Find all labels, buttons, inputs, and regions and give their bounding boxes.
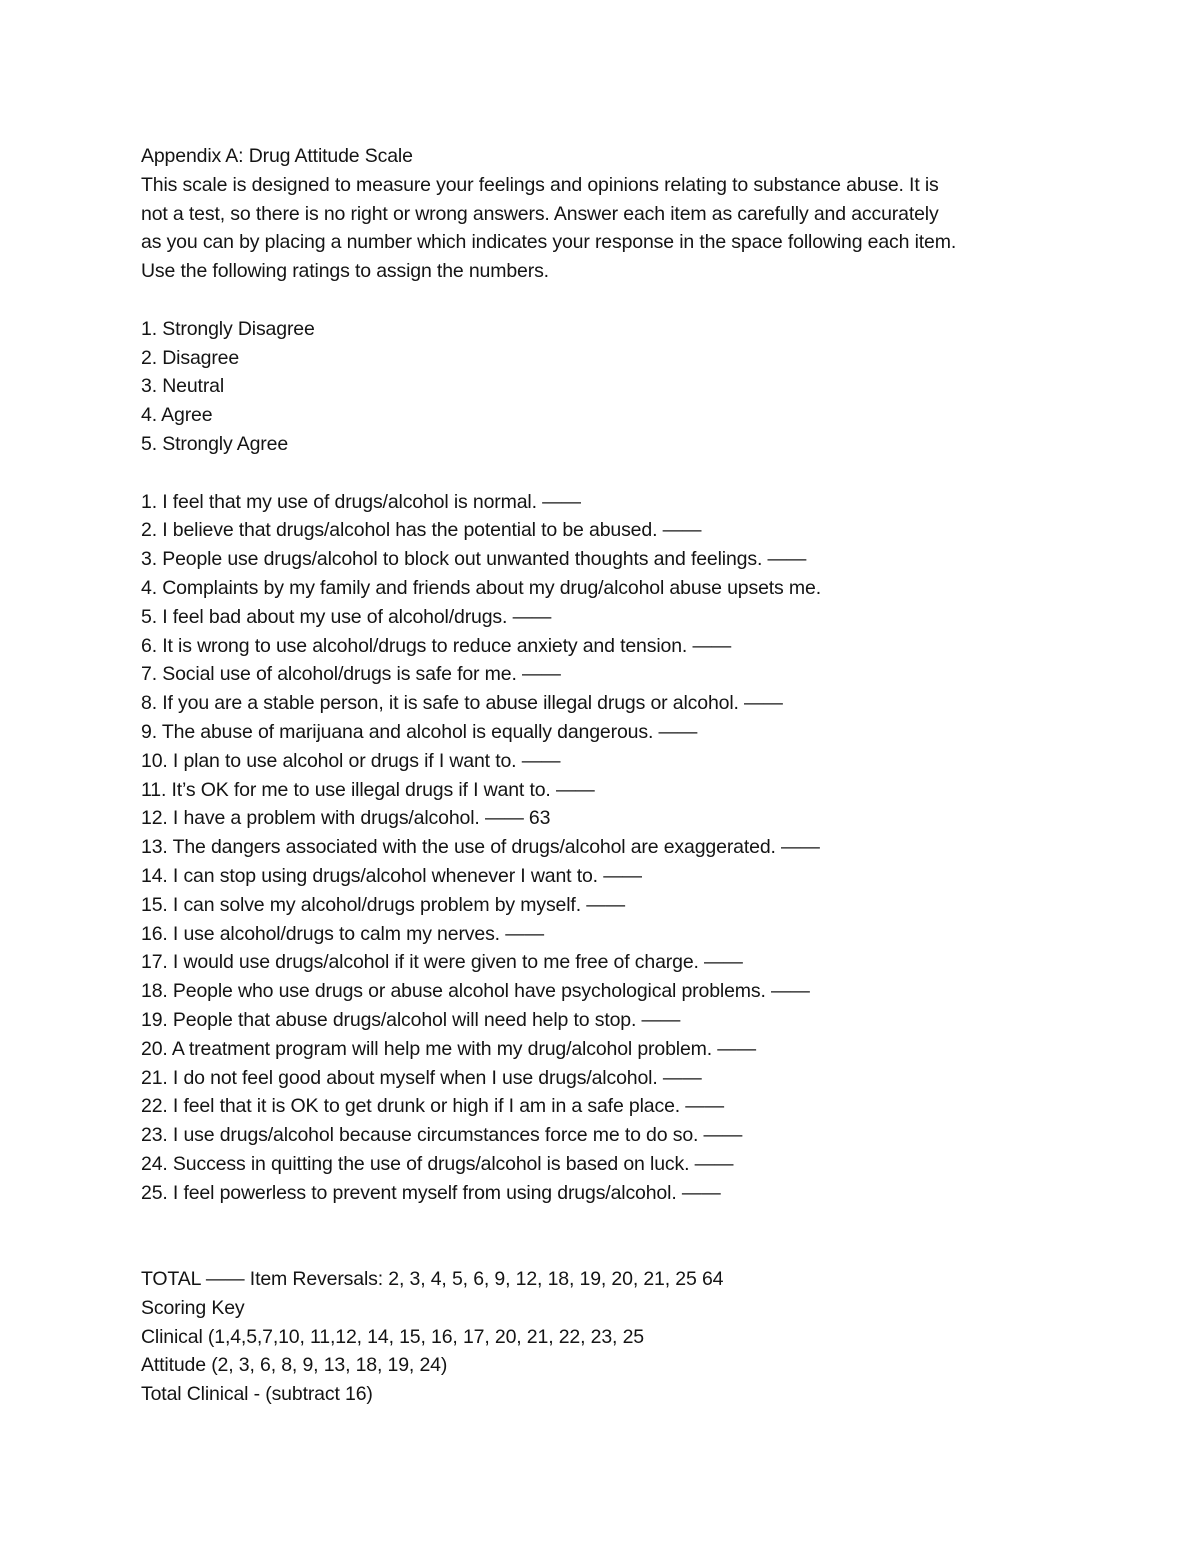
total-clinical: Total Clinical - (subtract 16) [141,1383,373,1406]
rating-option: 4. Agree [141,404,213,427]
intro-line: This scale is designed to measure your feelings and opinions relating to substance abuse. It is [141,173,939,196]
rating-scale-list [141,315,1071,459]
questionnaire-item: 1. I feel that my use of drugs/alcohol is normal. —— [141,490,581,513]
questionnaire-item: 2. I believe that drugs/alcohol has the potential to be abused. —— [141,519,702,542]
questionnaire-item: 20. A treatment program will help me with my drug/alcohol problem. —— [141,1037,757,1060]
questionnaire-item: 17. I would use drugs/alcohol if it were given to me free of charge. —— [141,951,743,974]
questionnaire-item: 10. I plan to use alcohol or drugs if I want to. —— [141,749,561,772]
rating-option: 2. Disagree [141,346,240,369]
questionnaire-item: 18. People who use drugs or abuse alcohol have psychological problems. —— [141,980,810,1003]
questionnaire-item: 5. I feel bad about my use of alcohol/drugs. —— [141,605,552,628]
questionnaire-item: 7. Social use of alcohol/drugs is safe for me. —— [141,663,561,686]
questionnaire-item: 15. I can solve my alcohol/drugs problem by myself. —— [141,893,625,916]
scoring-key-title: Scoring Key [141,1296,245,1319]
questionnaire-item: 23. I use drugs/alcohol because circumstances force me to do so. —— [141,1124,743,1147]
questionnaire-item: 6. It is wrong to use alcohol/drugs to reduce anxiety and tension. —— [141,634,732,657]
questionnaire-item: 12. I have a problem with drugs/alcohol. —— 63 [141,807,551,830]
total-line: TOTAL —— Item Reversals: 2, 3, 4, 5, 6, 9, 12, 18, 19, 20, 21, 25 64 [141,1268,724,1291]
questionnaire-item: 24. Success in quitting the use of drugs/alcohol is based on luck. —— [141,1152,734,1175]
questionnaire-item: 22. I feel that it is OK to get drunk or high if I am in a safe place. —— [141,1095,725,1118]
questionnaire-item: 3. People use drugs/alcohol to block out unwanted thoughts and feelings. —— [141,548,807,571]
questionnaire-items [141,488,1071,1208]
intro-paragraph [141,171,1071,286]
questionnaire-item: 25. I feel powerless to prevent myself from using drugs/alcohol. —— [141,1181,721,1204]
rating-option: 3. Neutral [141,375,225,398]
questionnaire-item: 11. It’s OK for me to use illegal drugs if I want to. —— [141,778,595,801]
rating-option: 5. Strongly Agree [141,432,289,455]
intro-line: as you can by placing a number which indicates your response in the space following each item. [141,231,957,254]
questionnaire-item: 14. I can stop using drugs/alcohol whenever I want to. —— [141,864,642,887]
rating-option: 1. Strongly Disagree [141,317,315,340]
document-page [141,142,1071,1409]
questionnaire-item: 19. People that abuse drugs/alcohol will need help to stop. —— [141,1008,681,1031]
spacer [141,286,1071,315]
document-title: Appendix A: Drug Attitude Scale [141,145,413,167]
questionnaire-item: 13. The dangers associated with the use of drugs/alcohol are exaggerated. —— [141,836,820,859]
questionnaire-item: 9. The abuse of marijuana and alcohol is equally dangerous. —— [141,720,698,743]
questionnaire-item: 8. If you are a stable person, it is safe to abuse illegal drugs or alcohol. —— [141,692,783,715]
questionnaire-item: 21. I do not feel good about myself when I use drugs/alcohol. —— [141,1066,702,1089]
intro-line: Use the following ratings to assign the numbers. [141,260,549,283]
spacer [141,459,1071,488]
intro-line: not a test, so there is no right or wrong answers. Answer each item as carefully and accurately [141,202,939,225]
questionnaire-item: 16. I use alcohol/drugs to calm my nerves. —— [141,922,544,945]
questionnaire-item: 4. Complaints by my family and friends about my drug/alcohol abuse upsets me. [141,576,821,599]
spacer [141,1207,1071,1265]
scoring-section [141,1265,1071,1409]
attitude-items: Attitude (2, 3, 6, 8, 9, 13, 18, 19, 24) [141,1354,448,1377]
clinical-items: Clinical (1,4,5,7,10, 11,12, 14, 15, 16, 17, 20, 21, 22, 23, 25 [141,1325,644,1348]
